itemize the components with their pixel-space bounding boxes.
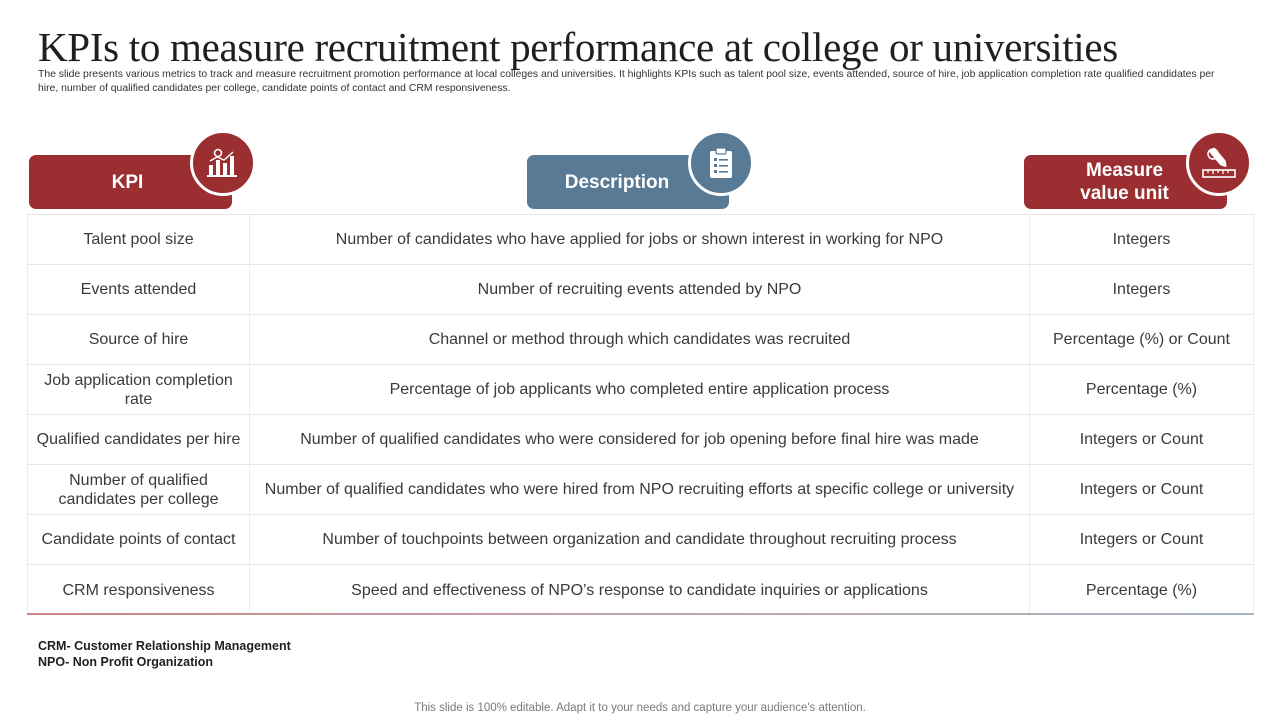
kpi-table xyxy=(27,214,1254,615)
unit-cell: Integers xyxy=(1030,265,1254,314)
table-row xyxy=(27,265,1254,315)
kpi-cell: CRM responsiveness xyxy=(27,565,250,615)
kpi-cell: Number of qualified candidates per college xyxy=(27,465,250,514)
column-header-kpi-label: KPI xyxy=(111,171,144,193)
table-row xyxy=(27,415,1254,465)
page-subtitle: The slide presents various metrics to track and measure recruitment promotion performance at local colleges and universities. It highlights KPIs such as talent pool size, events attended, source of hire, job application completion rate qualified candidates per hire, number of qualified candidates per college, candidate points of contact and CRM responsiveness. xyxy=(38,69,1215,94)
table-row xyxy=(27,215,1254,265)
unit-cell: Integers xyxy=(1030,215,1254,264)
description-cell: Channel or method through which candidates was recruited xyxy=(250,315,1030,364)
unit-cell: Integers or Count xyxy=(1030,515,1254,564)
kpi-cell: Events attended xyxy=(27,265,250,314)
unit-cell: Integers or Count xyxy=(1030,415,1254,464)
kpi-cell: Source of hire xyxy=(27,315,250,364)
ruler-pen-icon xyxy=(1186,130,1252,196)
table-row xyxy=(27,465,1254,515)
kpi-cell: Talent pool size xyxy=(27,215,250,264)
unit-cell: Percentage (%) or Count xyxy=(1030,315,1254,364)
kpi-cell: Qualified candidates per hire xyxy=(27,415,250,464)
footnote-npo: NPO- Non Profit Organization xyxy=(38,655,213,669)
description-cell: Percentage of job applicants who completed entire application process xyxy=(250,365,1030,414)
table-row xyxy=(27,315,1254,365)
unit-cell: Integers or Count xyxy=(1030,465,1254,514)
table-row xyxy=(27,515,1254,565)
description-cell: Number of touchpoints between organization and candidate throughout recruiting process xyxy=(250,515,1030,564)
footer-note: This slide is 100% editable. Adapt it to your needs and capture your audience's attention. xyxy=(414,702,866,714)
description-cell: Number of candidates who have applied for jobs or shown interest in working for NPO xyxy=(250,215,1030,264)
kpi-cell: Job application completion rate xyxy=(27,365,250,414)
bar-chart-icon xyxy=(190,130,256,196)
table-bottom-divider xyxy=(27,613,1254,615)
description-cell: Number of recruiting events attended by NPO xyxy=(250,265,1030,314)
table-row xyxy=(27,565,1254,615)
column-header-description-label: Description xyxy=(564,171,670,193)
clipboard-checklist-icon xyxy=(688,130,754,196)
description-cell: Number of qualified candidates who were hired from NPO recruiting efforts at specific college or university xyxy=(250,465,1030,514)
kpi-cell: Candidate points of contact xyxy=(27,515,250,564)
description-cell: Number of qualified candidates who were considered for job opening before final hire was made xyxy=(250,415,1030,464)
column-header-measure-label: Measure value unit xyxy=(1080,160,1169,204)
footnote-crm: CRM- Customer Relationship Management xyxy=(38,639,291,653)
table-row xyxy=(27,365,1254,415)
page-title: KPIs to measure recruitment performance at college or universities xyxy=(38,24,1118,70)
unit-cell: Percentage (%) xyxy=(1030,565,1254,615)
description-cell: Speed and effectiveness of NPO’s response to candidate inquiries or applications xyxy=(250,565,1030,615)
unit-cell: Percentage (%) xyxy=(1030,365,1254,414)
